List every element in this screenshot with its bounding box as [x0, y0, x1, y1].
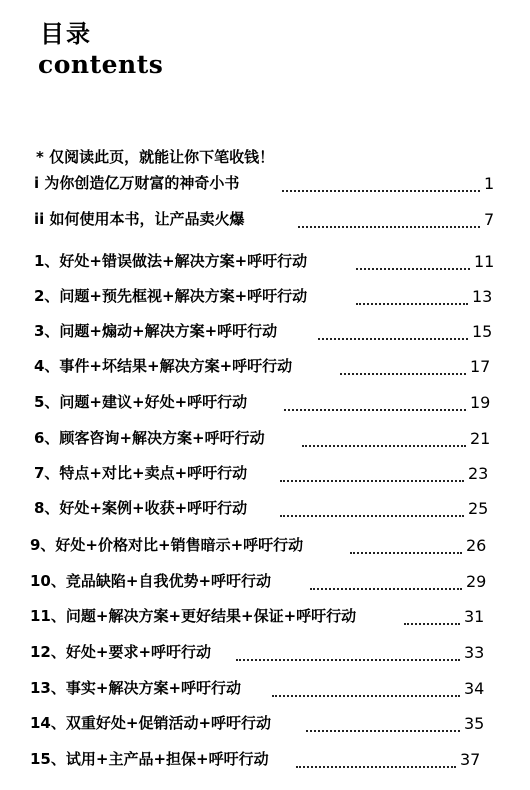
toc-leader-dots: [236, 649, 460, 661]
toc-entry: [0, 641, 530, 667]
toc-entry: [0, 712, 530, 738]
toc-entry-label: 3、问题+煽动+解决方案+呼吁行动: [34, 322, 278, 340]
toc-page-number: 25: [468, 499, 489, 518]
toc-page-number: 23: [468, 464, 489, 483]
toc-leader-dots: [350, 542, 462, 554]
toc-leader-dots: [280, 505, 464, 517]
page-subtitle: contents: [38, 50, 164, 79]
toc-leader-dots: [298, 216, 480, 228]
toc-entry: [0, 285, 530, 311]
toc-leader-dots: [280, 470, 464, 482]
page-title: 目录: [40, 20, 92, 48]
toc-entry-label: 15、试用+主产品+担保+呼吁行动: [30, 750, 269, 768]
toc-page-number: 13: [472, 287, 493, 306]
toc-leader-dots: [318, 328, 468, 340]
toc-entry: [0, 462, 530, 488]
toc-leader-dots: [306, 720, 460, 732]
toc-page-number: 37: [460, 750, 481, 769]
toc-leader-dots: [404, 613, 460, 625]
toc-leader-dots: [356, 293, 468, 305]
toc-entry: [0, 320, 530, 346]
toc-leader-dots: [282, 180, 480, 192]
toc-page-number: 34: [464, 679, 485, 698]
toc-entry: [0, 677, 530, 703]
toc-leader-dots: [296, 756, 456, 768]
toc-entry-label: 6、顾客咨询+解决方案+呼吁行动: [34, 429, 265, 447]
toc-page-number: 17: [470, 357, 491, 376]
toc-leader-dots: [302, 435, 466, 447]
toc-leader-dots: [272, 685, 460, 697]
toc-page-number: 7: [484, 210, 495, 229]
toc-leader-dots: [284, 399, 466, 411]
toc-entry: [0, 172, 530, 198]
toc-entry-label: 11、问题+解决方案+更好结果+保证+呼吁行动: [30, 607, 357, 625]
toc-page-number: 31: [464, 607, 485, 626]
toc-entry: [0, 570, 530, 596]
toc-entry-label: 8、好处+案例+收获+呼吁行动: [34, 499, 248, 517]
toc-entry: [0, 497, 530, 523]
toc-page-number: 29: [466, 572, 487, 591]
toc-entry-label: 10、竞品缺陷+自我优势+呼吁行动: [30, 572, 272, 590]
toc-leader-dots: [340, 363, 466, 375]
toc-leader-dots: [356, 258, 470, 270]
toc-page-number: 21: [470, 429, 491, 448]
toc-leader-dots: [310, 578, 462, 590]
toc-entry-label: i 为你创造亿万财富的神奇小书: [34, 174, 240, 192]
toc-entry: [0, 208, 530, 234]
toc-entry-label: 13、事实+解决方案+呼吁行动: [30, 679, 242, 697]
toc-entry: [0, 250, 530, 276]
reading-note: * 仅阅读此页，就能让你下笔收钱！: [36, 148, 275, 166]
toc-entry: [0, 391, 530, 417]
toc-page-number: 33: [464, 643, 485, 662]
toc-entry-label: 4、事件+坏结果+解决方案+呼吁行动: [34, 357, 293, 375]
toc-entry-label: 2、问题+预先框视+解决方案+呼吁行动: [34, 287, 308, 305]
toc-entry: [0, 355, 530, 381]
toc-page-number: 19: [470, 393, 491, 412]
toc-entry-label: 5、问题+建议+好处+呼吁行动: [34, 393, 248, 411]
toc-page-number: 1: [484, 174, 495, 193]
toc-page-number: 26: [466, 536, 487, 555]
toc-entry-label: 7、特点+对比+卖点+呼吁行动: [34, 464, 248, 482]
toc-entry-label: 12、好处+要求+呼吁行动: [30, 643, 212, 661]
toc-entry-label: 14、双重好处+促销活动+呼吁行动: [30, 714, 272, 732]
toc-entry-label: 1、好处+错误做法+解决方案+呼吁行动: [34, 252, 308, 270]
toc-entry-label: ii 如何使用本书，让产品卖火爆: [34, 210, 245, 228]
toc-entry: [0, 427, 530, 453]
toc-entry-label: 9、好处+价格对比+销售暗示+呼吁行动: [30, 536, 304, 554]
toc-entry: [0, 534, 530, 560]
toc-entry: [0, 748, 530, 774]
toc-entry: [0, 605, 530, 631]
toc-page-number: 11: [474, 252, 495, 271]
toc-page-number: 15: [472, 322, 493, 341]
toc-page-number: 35: [464, 714, 485, 733]
